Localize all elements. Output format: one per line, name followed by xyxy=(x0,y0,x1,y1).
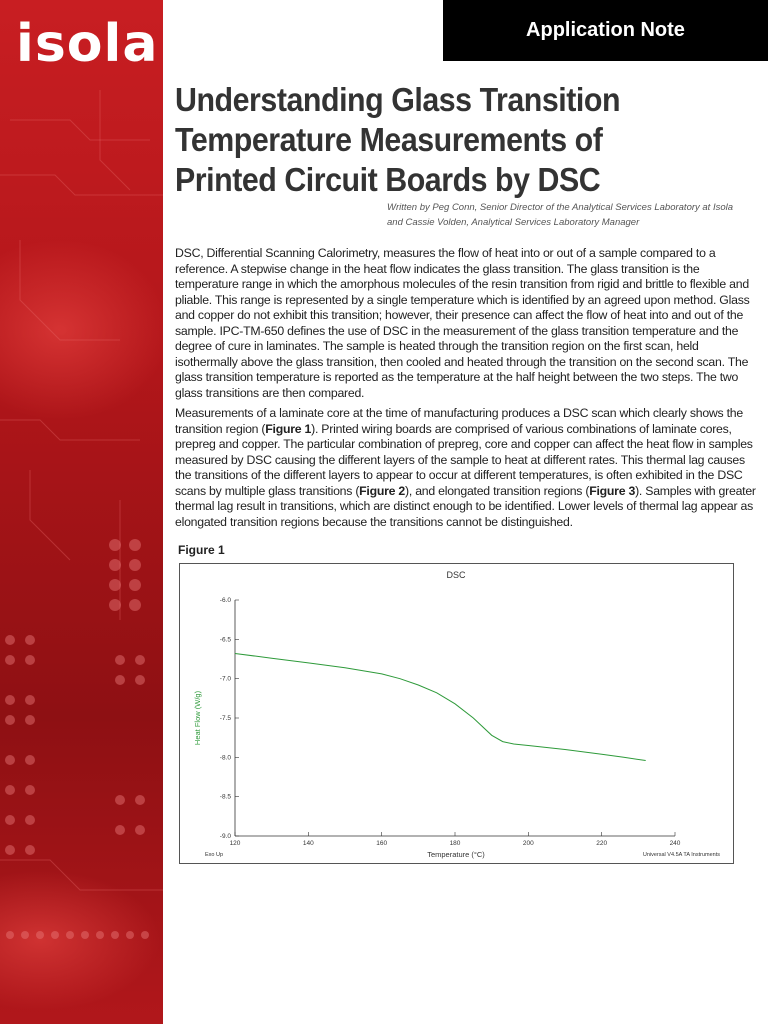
application-note-badge: Application Note xyxy=(443,0,768,61)
circuit-pattern-graphic xyxy=(0,0,163,1024)
exo-up-note: Exo Up xyxy=(205,852,224,858)
x-tick-label: 220 xyxy=(596,840,608,847)
figure-1-reference: Figure 1 xyxy=(265,421,312,436)
y-tick-label: -8.0 xyxy=(219,754,231,762)
dsc-chart-frame xyxy=(179,563,734,864)
figure-label: Figure 1 xyxy=(178,543,225,557)
paragraph-2-part-c: ), and elongated transition regions ( xyxy=(405,483,590,498)
dsc-chart xyxy=(180,564,733,863)
paragraph-2-part-d: ). Samples with greater thermal lag result in transitions, which are distinct enough to be identified. Lower levels of thermal lag appear as elongated transition regions because the transitions cannot be distinguished. xyxy=(175,483,756,529)
x-tick-label: 140 xyxy=(302,840,314,847)
paragraph-1: DSC, Differential Scanning Calorimetry, measures the flow of heat into or out of a sample compared to a reference. A stepwise change in the heat flow indicates the glass transition. The glass transition is the temperature range in which the amorphous molecules of the resin transition from rigid and brittle to flexible and pliable. This range is represented by a single temperature which is identified by an agreed upon method. Glass and copper do not exhibit this transition; however, their presence can affect the flow of heat into and out of the sample. IPC-TM-650 defines the use of DSC in the measurement of the glass transition temperature and the degree of cure in laminates. The sample is heated through the transition region on the first scan, held isothermally above the glass transition, then cooled and heated through the transition on the second scan. The glass transition temperature is reported as the temperature at the half height between the two steps. The two glass transitions are then compared. xyxy=(175,246,750,400)
instrument-note: Universal V4.5A TA Instruments xyxy=(642,852,720,858)
x-tick-label: 240 xyxy=(669,840,681,847)
x-tick-label: 160 xyxy=(376,840,388,847)
byline-line-2: and Cassie Volden, Analytical Services Laboratory Manager xyxy=(387,217,640,228)
x-tick-label: 180 xyxy=(449,840,461,847)
sidebar-brand-panel xyxy=(0,0,163,1024)
y-tick-label: -6.0 xyxy=(219,597,231,604)
y-tick-label: -7.0 xyxy=(219,675,231,683)
paragraph-2 xyxy=(175,406,760,530)
x-tick-label: 120 xyxy=(229,840,241,847)
figure-2-reference: Figure 2 xyxy=(359,483,406,498)
chart-title: DSC xyxy=(446,570,466,580)
y-tick-label: -6.5 xyxy=(219,636,231,644)
figure-3-reference: Figure 3 xyxy=(589,483,636,498)
paragraph-2-part-b: ). Printed wiring boards are comprised of various combinations of laminate cores, prepreg and copper. The particular combination of prepreg, core and copper can affect the heat flow in samples measured by DSC causing the different layers of the sample to heat at different rates. This thermal lag causes the transitions of the different layers to appear to occur at different temperatures, is often exhibited in the DSC scans by multiple glass transitions ( xyxy=(175,421,753,498)
y-tick-label: -7.5 xyxy=(219,715,231,722)
isola-logo: isola xyxy=(16,14,159,74)
heat-flow-series-line xyxy=(235,654,646,761)
x-tick-label: 200 xyxy=(522,840,534,847)
y-tick-label: -8.5 xyxy=(219,793,231,801)
y-tick-label: -9.0 xyxy=(219,833,231,840)
article-body xyxy=(175,246,760,535)
x-axis-label: Temperature (°C) xyxy=(427,850,485,859)
paragraph-2-part-a: Measurements of a laminate core at the time of manufacturing produces a DSC scan which clearly shows the transition region ( xyxy=(175,406,743,436)
y-axis-label: Heat Flow (W/g) xyxy=(193,690,202,746)
byline-line-1: Written by Peg Conn, Senior Director of the Analytical Services Laboratory at Isola xyxy=(387,202,734,213)
axis-ticks xyxy=(220,597,681,847)
author-byline xyxy=(387,200,757,230)
document-title: Understanding Glass Transition Temperature Measurements of Printed Circuit Boards by DSC xyxy=(175,81,621,198)
